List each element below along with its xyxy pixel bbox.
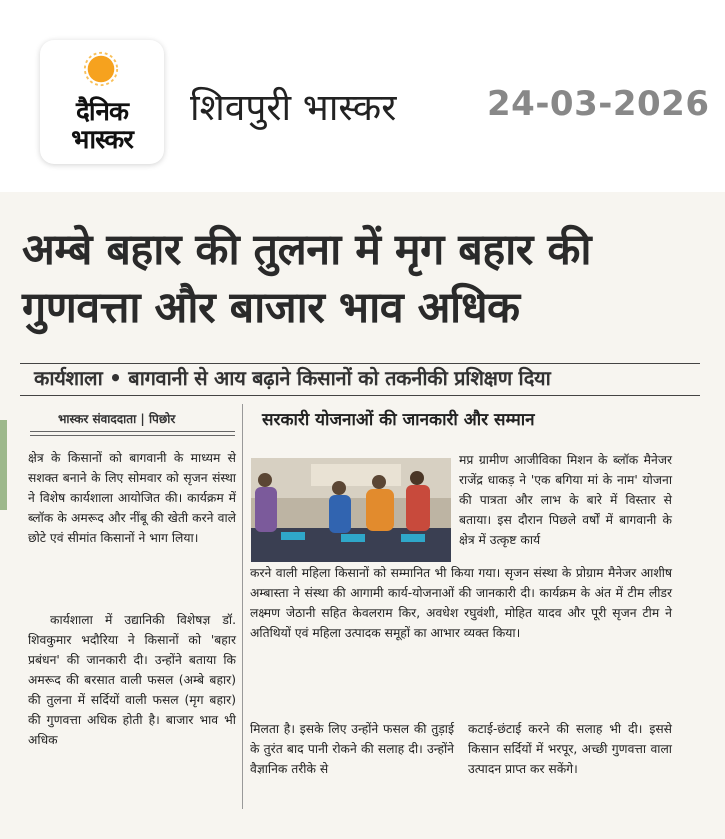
column-1-para-2 <box>28 610 236 750</box>
wide-paragraph <box>250 563 672 643</box>
divider <box>20 395 700 396</box>
dainik-bhaskar-logo <box>40 40 164 164</box>
paragraph: मिलता है। इसके लिए उन्होंने फसल की तुड़ाई के तुरंत बाद पानी रोकने की सलाह दी। उन्होंने वैज्ञानिक तरीके से <box>250 722 454 776</box>
article-subhead: कार्यशाला • बागवानी से आय बढ़ाने किसानों को तकनीकी प्रशिक्षण दिया <box>34 366 551 390</box>
edition-date: 24-03-2026 <box>487 84 710 124</box>
divider <box>30 431 235 432</box>
photo-illustration <box>251 458 451 562</box>
logo-text-line2: भास्कर <box>71 125 133 155</box>
column-right-top <box>459 450 672 550</box>
adjacent-clipping-edge <box>0 420 7 510</box>
section-heading: सरकारी योजनाओं की जानकारी और सम्मान <box>262 410 535 430</box>
divider <box>30 435 235 436</box>
paragraph: कार्यशाला में उद्यानिकी विशेषज्ञ डॉ. शिवकुमार भदौरिया ने किसानों को 'बहार प्रबंधन' की जानकारी दी। उन्होंने बताया कि अमरूद की बरसात वाली फसल (अम्बे बहार) की तुलना में सर्दियों वाली फसल (मृग बहार) की गुणवत्ता अधिक होती है। बाजार भाव भी अधिक <box>28 613 236 747</box>
bottom-column-2 <box>468 719 672 779</box>
paragraph: क्षेत्र के किसानों को बागवानी के माध्यम से सशक्त बनाने के लिए सोमवार को सृजन संस्था ने विशेष कार्यशाला आयोजित की। कार्यक्रम में ब्लॉक के अमरूद और नींबू की खेती करने वाले छोटे एवं सीमांत किसानों ने भाग लिया। <box>28 451 236 545</box>
sun-icon <box>82 50 120 88</box>
paragraph: करने वाली महिला किसानों को सम्मानित भी किया गया। सृजन संस्था के प्रोग्राम मैनेजर आशीष अम्बास्ता ने संस्था की आगामी कार्य-योजनाओं की जानकारी दी। कार्यक्रम के अंत में टीम लीडर लक्ष्मण जेठानी सहित केवलराम किर, अवधेश रघुवंशी, मोहित यादव और पूरी सृजन टीम ने अतिथियों एवं महिला उत्पादक समूहों का आभार व्यक्त किया। <box>250 566 672 640</box>
byline: भास्कर संवाददाता | पिछोर <box>58 412 176 426</box>
event-photo <box>251 458 451 562</box>
article-headline: अम्बे बहार की तुलना में मृग बहार की गुणवत्ता और बाजार भाव अधिक <box>22 225 592 333</box>
logo-text-line1: दैनिक <box>76 97 128 127</box>
column-1-para-1 <box>28 448 236 548</box>
column-divider <box>242 404 243 809</box>
paragraph: कटाई-छंटाई करने की सलाह भी दी। इससे किसान सर्दियों में भरपूर, अच्छी गुणवत्ता वाला उत्पादन प्राप्त कर सकेंगे। <box>468 722 672 776</box>
bottom-column-1 <box>250 719 454 779</box>
edition-title: शिवपुरी भास्कर <box>190 86 397 129</box>
paragraph: मप्र ग्रामीण आजीविका मिशन के ब्लॉक मैनेजर राजेंद्र धाकड़ ने 'एक बगिया मां के नाम' योजना की पात्रता और लाभ के बारे में विस्तार से बताया। इस दौरान पिछले वर्षों में बागवानी के क्षेत्र में उत्कृष्ट कार्य <box>459 453 672 547</box>
